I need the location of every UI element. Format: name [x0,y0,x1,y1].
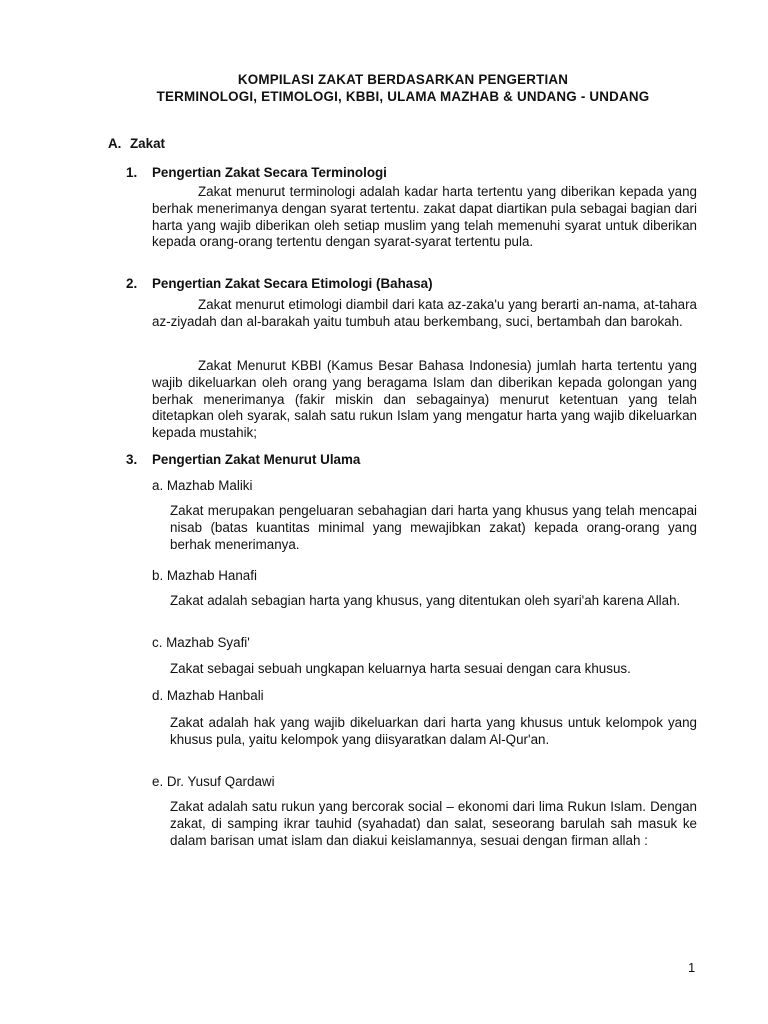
subsection-title: Pengertian Zakat Secara Terminologi [152,165,387,180]
ulama-item-text: Zakat adalah satu rukun yang bercorak social – ekonomi dari lima Rukun Islam. Dengan zakat, di samping ikrar tauhid (syahadat) dan salat, seseorang barulah sah masuk ke dalam barisan umat islam dan diakui keislamannya, sesuai dengan firman allah : [170,799,697,848]
subsection-heading-3 [126,452,360,467]
ulama-item-text: Zakat merupakan pengeluaran sebahagian dari harta yang khusus yang telah mencapai nisab (batas kuantitas minimal yang mewajibkan zakat) kepada orang-orang yang berhak menerimanya. [170,503,697,552]
ulama-item-label: c. Mazhab Syafi' [152,635,250,650]
section-heading [108,136,165,151]
ulama-item-text: Zakat adalah hak yang wajib dikeluarkan dari harta yang khusus untuk kelompok yang khusus pula, yaitu kelompok yang diisyaratkan dalam Al-Qur'an. [170,715,697,747]
subsection-title: Pengertian Zakat Secara Etimologi (Bahasa) [152,276,433,291]
section-label: A. [108,136,122,151]
document-title-line-2: TERMINOLOGI, ETIMOLOGI, KBBI, ULAMA MAZHAB & UNDANG - UNDANG [156,89,650,104]
ulama-item-label: b. Mazhab Hanafi [152,568,257,583]
subsection-title: Pengertian Zakat Menurut Ulama [152,452,361,467]
ulama-item-text: Zakat sebagai sebuah ungkapan keluarnya harta sesuai dengan cara khusus. [170,661,631,676]
ulama-item-label: e. Dr. Yusuf Qardawi [152,774,275,789]
ulama-item-label: a. Mazhab Maliki [152,478,253,493]
subsection-heading-1 [126,165,387,180]
subsection-number: 1. [126,165,138,180]
document-title-line-1: KOMPILASI ZAKAT BERDASARKAN PENGERTIAN [237,72,569,87]
kbbi-paragraph: Zakat Menurut KBBI (Kamus Besar Bahasa Indonesia) jumlah harta tertentu yang wajib dikeluarkan oleh orang yang beragama Islam dan diberikan kepada golongan yang berhak menerimanya (fakir miskin dan sebagainya) menurut ketentuan yang telah ditetapkan oleh syarak, salah satu rukun Islam yang mengatur harta yang wajib dikeluarkan kepada mustahik; [152,358,697,441]
etymology-paragraph: Zakat menurut etimologi diambil dari kata az-zaka'u yang berarti an-nama, at-tahara az-ziyadah dan al-barakah yaitu tumbuh atau berkembang, suci, bertambah dan barokah. [152,297,697,329]
ulama-item-text: Zakat adalah sebagian harta yang khusus, yang ditentukan oleh syari'ah karena Allah. [170,593,681,608]
page-number: 1 [688,960,696,975]
section-title: Zakat [130,136,165,151]
subsection-number: 2. [126,276,138,291]
subsection-heading-2 [126,276,433,291]
terminology-paragraph: Zakat menurut terminologi adalah kadar harta tertentu yang diberikan kepada yang berhak menerimanya dengan syarat tertentu. zakat dapat diartikan pula sebagai bagian dari harta yang wajib diberikan oleh setiap muslim yang telah memenuhi syarat untuk diberikan kepada orang-orang tertentu dengan syarat-syarat tertentu pula. [152,184,697,250]
ulama-item-label: d. Mazhab Hanbali [152,688,264,703]
subsection-number: 3. [126,452,138,467]
